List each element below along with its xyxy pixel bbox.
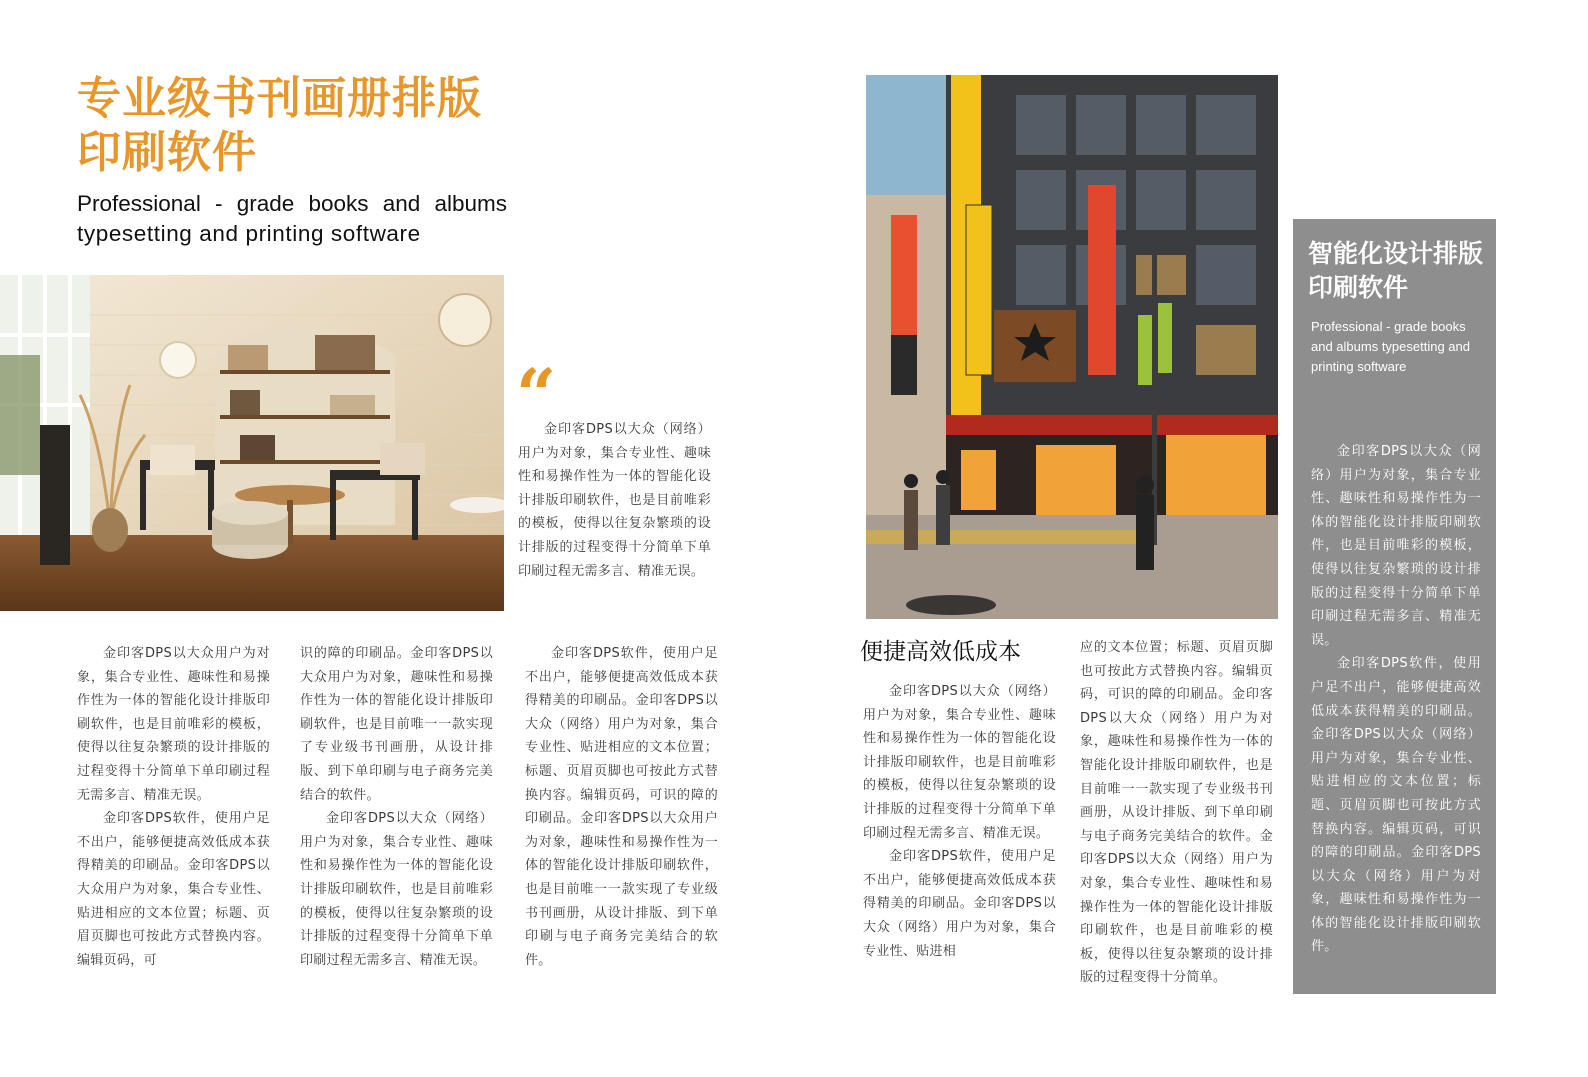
page-title: 专业级书刊画册排版印刷软件: [77, 73, 482, 178]
left-column-3: [525, 642, 718, 972]
paragraph: 应的文本位置；标题、页眉页脚也可按此方式替换内容。编辑页码，可识的障的印刷品。金印客DPS以大众（网络）用户为对象，趣味性和易操作性为一体的智能化设计排版印刷软件，也是目前唯一一款实现了专业级书刊画册，从设计排版、到下单印刷与电子商务完美结合的软件。金印客DPS以大众（网络）用户为对象，集合专业性、趣味性和易操作性为一体的智能化设计排版印刷软件，也是目前唯彩的模板，使得以往复杂繁琐的设计排版的过程变得十分简单。: [1080, 640, 1273, 986]
interior-photo: [0, 275, 504, 611]
quote-text: [518, 418, 711, 583]
paragraph: 金印客DPS软件，使用户足不出户，能够便捷高效低成本获得精美的印刷品。金印客DPS以大众用户为对象，集合专业性、贴进相应的文本位置；标题、页眉页脚也可按此方式替换内容。编辑页码，可: [77, 811, 270, 968]
paragraph: 金印客DPS软件，使用户足不出户，能够便捷高效低成本获得精美的印刷品。金印客DPS以大众（网络）用户为对象，集合专业性、贴进相应的文本位置；标题、页眉页脚也可按此方式替换内容。编辑页码，可识的障的印刷品。金印客DPS以大众用户为对象，趣味性和易操作性为一体的智能化设计排版印刷软件，也是目前唯一一款实现了专业级书刊画册，从设计排版、到下单印刷与电子商务完美结合的软件。: [525, 646, 718, 968]
subtitle-line-1: Professional - grade books and albums: [77, 191, 507, 216]
quote-mark: “: [516, 353, 557, 436]
paragraph: 金印客DPS以大众（网络）用户为对象，集合专业性、趣味性和易操作性为一体的智能化设计排版印刷软件，也是目前唯彩的模板，使得以往复杂繁琐的设计排版的过程变得十分简单下单印刷过程无需多言、精准无误。: [300, 811, 493, 968]
left-column-1: [77, 642, 270, 972]
page-subtitle-en: [77, 189, 507, 249]
quote-paragraph: 金印客DPS以大众（网络）用户为对象，集合专业性、趣味性和易操作性为一体的智能化设计排版印刷软件，也是目前唯彩的模板，使得以往复杂繁琐的设计排版的过程变得十分简单下单印刷过程无需多言、精准无误。: [518, 422, 711, 579]
sidebar-body: [1311, 440, 1481, 959]
paragraph: 金印客DPS软件，使用户足不出户，能够便捷高效低成本获得精美的印刷品。金印客DPS以大众（网络）用户为对象，集合专业性、贴进相应的文本位置；标题、页眉页脚也可按此方式替换内容。编辑页码，可识的障的印刷品。金印客DPS以大众（网络）用户为对象，趣味性和易操作性为一体的智能化设计排版印刷软件。: [1311, 656, 1481, 955]
left-column-2: [300, 642, 493, 972]
sidebar-title: 智能化设计排版印刷软件: [1308, 239, 1484, 302]
street-photo: [866, 75, 1278, 619]
right-column-1: [863, 680, 1056, 963]
paragraph: 金印客DPS软件，使用户足不出户，能够便捷高效低成本获得精美的印刷品。金印客DPS以大众（网络）用户为对象，集合专业性、贴进相: [863, 849, 1056, 959]
right-column-2: [1080, 636, 1273, 990]
paragraph: 金印客DPS以大众用户为对象，集合专业性、趣味性和易操作性为一体的智能化设计排版印刷软件，也是目前唯彩的模板，使得以往复杂繁琐的设计排版的过程变得十分简单下单印刷过程无需多言、精准无误。: [77, 646, 270, 803]
paragraph: 金印客DPS以大众（网络）用户为对象，集合专业性、趣味性和易操作性为一体的智能化设计排版印刷软件，也是目前唯彩的模板，使得以往复杂繁琐的设计排版的过程变得十分简单下单印刷过程无需多言、精准无误。: [863, 684, 1056, 841]
subtitle-line-2: typesetting and printing software: [77, 221, 421, 246]
section-heading: 便捷高效低成本: [860, 639, 1021, 665]
paragraph: 金印客DPS以大众（网络）用户为对象，集合专业性、趣味性和易操作性为一体的智能化设计排版印刷软件，也是目前唯彩的模板，使得以往复杂繁琐的设计排版的过程变得十分简单下单印刷过程无需多言、精准无误。: [1311, 444, 1481, 648]
sidebar-subtitle-en: Professional - grade books and albums typesetting and printing software: [1311, 319, 1470, 374]
paragraph: 识的障的印刷品。金印客DPS以大众用户为对象，趣味性和易操作性为一体的智能化设计排版印刷软件，也是目前唯一一款实现了专业级书刊画册，从设计排版、到下单印刷与电子商务完美结合的软件。: [300, 646, 493, 803]
